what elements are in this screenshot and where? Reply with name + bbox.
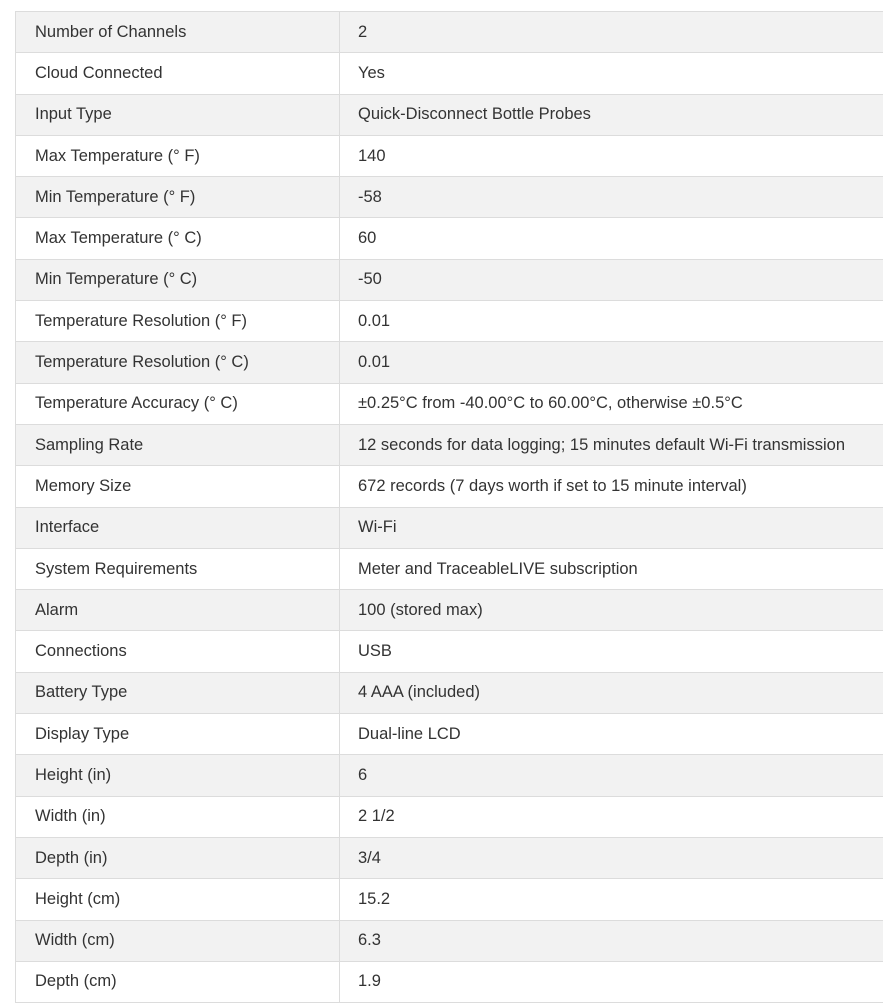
table-row <box>16 714 883 755</box>
table-row <box>16 837 883 878</box>
spec-value: 15.2 <box>340 879 883 920</box>
table-row <box>16 342 883 383</box>
spec-value: 60 <box>340 218 883 259</box>
spec-label: Depth (in) <box>16 837 340 878</box>
table-row <box>16 301 883 342</box>
spec-value: 140 <box>340 135 883 176</box>
spec-label: Battery Type <box>16 672 340 713</box>
spec-value: Wi-Fi <box>340 507 883 548</box>
spec-value: 12 seconds for data logging; 15 minutes default Wi-Fi transmission <box>340 424 883 465</box>
spec-value: Yes <box>340 53 883 94</box>
spec-value: 6.3 <box>340 920 883 961</box>
table-row <box>16 135 883 176</box>
spec-label: Memory Size <box>16 466 340 507</box>
spec-label: Temperature Accuracy (° C) <box>16 383 340 424</box>
spec-label: Temperature Resolution (° C) <box>16 342 340 383</box>
spec-value: 3/4 <box>340 837 883 878</box>
spec-label: Height (cm) <box>16 879 340 920</box>
spec-label: Input Type <box>16 94 340 135</box>
spec-label: Connections <box>16 631 340 672</box>
table-row <box>16 755 883 796</box>
spec-value: 0.01 <box>340 342 883 383</box>
spec-label: Max Temperature (° F) <box>16 135 340 176</box>
specifications-table <box>15 11 883 1003</box>
table-row <box>16 631 883 672</box>
table-row <box>16 53 883 94</box>
spec-value: 6 <box>340 755 883 796</box>
spec-label: Alarm <box>16 590 340 631</box>
spec-value: Dual-line LCD <box>340 714 883 755</box>
spec-value: 0.01 <box>340 301 883 342</box>
spec-label: Number of Channels <box>16 12 340 53</box>
spec-label: Sampling Rate <box>16 424 340 465</box>
spec-value: -58 <box>340 177 883 218</box>
table-row <box>16 383 883 424</box>
table-row <box>16 218 883 259</box>
spec-label: Cloud Connected <box>16 53 340 94</box>
spec-label: System Requirements <box>16 548 340 589</box>
spec-label: Width (in) <box>16 796 340 837</box>
table-row <box>16 879 883 920</box>
table-row <box>16 590 883 631</box>
spec-value: Quick-Disconnect Bottle Probes <box>340 94 883 135</box>
spec-value: Meter and TraceableLIVE subscription <box>340 548 883 589</box>
table-row <box>16 920 883 961</box>
spec-label: Max Temperature (° C) <box>16 218 340 259</box>
table-row <box>16 961 883 1002</box>
spec-value: 2 <box>340 12 883 53</box>
spec-label: Interface <box>16 507 340 548</box>
spec-label: Min Temperature (° F) <box>16 177 340 218</box>
table-row <box>16 424 883 465</box>
spec-value: 4 AAA (included) <box>340 672 883 713</box>
table-row <box>16 94 883 135</box>
spec-label: Width (cm) <box>16 920 340 961</box>
spec-label: Display Type <box>16 714 340 755</box>
spec-label: Temperature Resolution (° F) <box>16 301 340 342</box>
spec-value: 100 (stored max) <box>340 590 883 631</box>
spec-label: Min Temperature (° C) <box>16 259 340 300</box>
table-row <box>16 548 883 589</box>
spec-value: 2 1/2 <box>340 796 883 837</box>
spec-value: 1.9 <box>340 961 883 1002</box>
spec-value: 672 records (7 days worth if set to 15 minute interval) <box>340 466 883 507</box>
table-row <box>16 259 883 300</box>
table-row <box>16 466 883 507</box>
table-row <box>16 672 883 713</box>
table-row <box>16 177 883 218</box>
spec-value: ±0.25°C from -40.00°C to 60.00°C, otherwise ±0.5°C <box>340 383 883 424</box>
spec-label: Height (in) <box>16 755 340 796</box>
table-row <box>16 507 883 548</box>
spec-label: Depth (cm) <box>16 961 340 1002</box>
table-row <box>16 796 883 837</box>
table-row <box>16 12 883 53</box>
spec-value: -50 <box>340 259 883 300</box>
spec-value: USB <box>340 631 883 672</box>
